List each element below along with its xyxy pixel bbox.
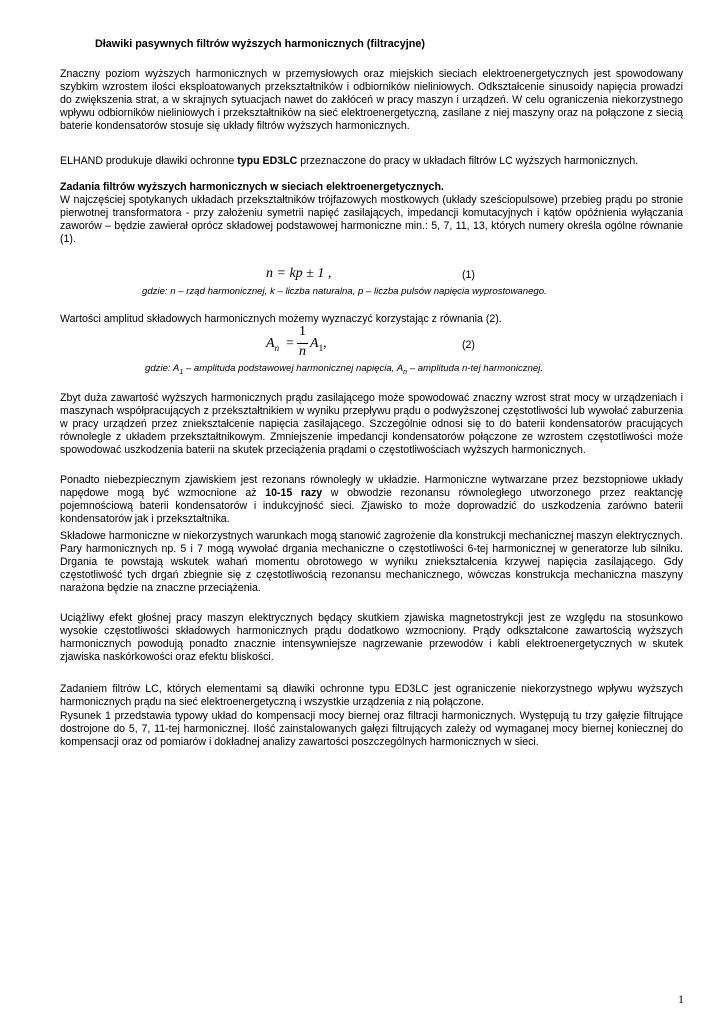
equation-1-caption: gdzie: n – rząd harmonicznej, k – liczba naturalna, p – liczba pulsów napięcia wyprostowanego. xyxy=(142,286,547,297)
paragraph-figure: Rysunek 1 przedstawia typowy układ do kompensacji mocy biernej oraz filtracji harmonicznych. Występują tu trzy gałęzie filtrujące dostrojone do 5, 7, 11-tej harmonicznej. Ilość zainstalowanych gałęzi filtrujących zależy od wymaganej mocy biernej koniecznej do kompensacji oraz od pomiarów i dokładnej analizy zawartości poszczególnych harmonicznych w sieci. xyxy=(60,710,683,748)
eq2-lhs xyxy=(266,336,279,353)
p2-text: ELHAND produkuje dławiki ochronne xyxy=(60,155,238,167)
equation-2-caption xyxy=(145,363,543,376)
eq2-rhs xyxy=(310,336,327,353)
equation-1-number: (1) xyxy=(462,269,475,281)
p6-emphasis: 10-15 razy xyxy=(265,487,323,499)
paragraph-elhand xyxy=(60,155,683,168)
paragraph-intro: Znaczny poziom wyższych harmonicznych w przemysłowych oraz miejskich sieciach elektroenergetycznych jest spowodowany szybkim wzrostem ilości eksploatowanych przekształtników i odbiorników nieliniowych. Odkształcenie sinusoidy napięcia prowadzi do zwiększenia strat, a w skrajnych sytuacjach nawet do zakłóceń w pracy maszyn i urządzeń. W celu ograniczenia niekorzystnego wpływu odbiorników nieliniowych i przekształtników na sieć elektroenergetyczną, zasilane z niej maszyny oraz na połączone z siecią baterie kondensatorów stosuje się układy filtrów wyższych harmonicznych. xyxy=(60,68,683,132)
cap2-part-b: – amplituda podstawowej harmonicznej napięcia, A xyxy=(183,363,404,374)
page-number: 1 xyxy=(678,992,684,1006)
eq2-equals: = xyxy=(286,336,294,351)
eq2-rhs-sub: 1 xyxy=(318,342,324,353)
paragraph-effects: Zbyt duża zawartość wyższych harmonicznych prądu zasilającego może spowodować znaczny wzrost strat mocy w urządzeniach i maszynach współpracujących z przekształtnikiem w wyniku przepływu prądu o podwyższonej częstotliwości lub wywołać zaburzenia w pracy urządzeń przez zniekształcenie napięcia zasilającego. Szczególnie odnosi się to do baterii kondensatorów pracujących równolegle z układem przekształtnikowym. Zmniejszenie impedancji kondensatorów połączone ze wzrostem częstotliwości może spowodować uszkodzenia baterii na skutek przeciążenia prądami o częstotliwościach wyższych harmonicznych. xyxy=(60,392,683,456)
p2-product: typu ED3LC xyxy=(237,155,298,167)
eq2-rhs-symbol: A xyxy=(310,336,319,351)
eq2-lhs-sub: n xyxy=(274,342,280,353)
cap2-sub-a: 1 xyxy=(179,368,184,376)
page-title: Dławiki pasywnych filtrów wyższych harmonicznych (filtracyjne) xyxy=(95,38,425,50)
eq2-numerator: 1 xyxy=(299,324,306,339)
equation-1: n = kp ± 1 , xyxy=(266,266,332,281)
cap2-sub-b: n xyxy=(403,368,408,376)
equation-2 xyxy=(266,326,336,362)
p6-text-end: w obwodzie rezonansu równoległego utworzonego przez reaktancję pojemnościową baterii kondensatorów i indukcyjność sieci. Zjawisko to może doprowadzić do uszkodzenia zarówno baterii kondensatorów jak i przekształtnika. xyxy=(60,487,684,525)
paragraph-resonance xyxy=(60,474,683,526)
paragraph-bridge: W najczęściej spotykanych układach przekształtników trójfazowych mostkowych (układy sześciopulsowe) przebieg prądu po stronie pierwotnej transformatora - przy założeniu symetrii napięć zasilających, impedancji komutacyjnych i kątów opóźnienia wyłączania zaworów – będzie zawierał oprócz składowej podstawowej harmoniczne min.: 5, 7, 11, 13, których numery określa ogólne równanie (1). xyxy=(60,194,683,245)
cap2-part-c: – amplituda n-tej harmonicznej. xyxy=(407,363,544,374)
paragraph-purpose: Zadaniem filtrów LC, których elementami są dławiki ochronne typu ED3LC jest ograniczenie niekorzystnego wpływu wyższych harmonicznych prądu na sieć elektroenergetyczną i wszystkie urządzenia z nią połączone. xyxy=(60,683,683,708)
p6-text: Ponadto niebezpiecznym zjawiskiem jest rezonans równoległy w układzie. Harmoniczne wytwarzane przez bezstopniowe układy napędowe mogą być wzmocnione aż xyxy=(60,474,683,499)
eq2-denominator: n xyxy=(299,344,306,359)
paragraph-noise: Uciążliwy efekt głośnej pracy maszyn elektrycznych będący skutkiem zjawiska magnetostrykcji jest ze względu na stosunkowo wysokie częstotliwości składowych harmonicznych prądu dodatkowo wzmocniony. Prądy odkształcone zawartością wyższych harmonicznych powodują ponadto znacznie intensywniejsze nagrzewanie przewodów i kabli elektroenergetycznych w skutek zjawiska naskórkowości oraz efektu bliskości. xyxy=(60,612,683,663)
section-heading: Zadania filtrów wyższych harmonicznych w sieciach elektroenergetycznych. xyxy=(60,181,444,193)
paragraph-amplitudes: Wartości amplitud składowych harmonicznych możemy wyznaczyć korzystając z równania (2). xyxy=(60,313,502,325)
paragraph-mechanical: Składowe harmoniczne w niekorzystnych warunkach mogą stanowić zagrożenie dla konstrukcji mechanicznej maszyn elektrycznych. Pary harmonicznych np. 5 i 7 mogą wywołać drgania mechaniczne o częstotliwości 6-tej harmonicznej w generatorze lub silniku. Drgania te powstają wskutek wahań momentu obrotowego w wyniku zniekształcenia krzywej napięcia zasilającego. Gdy częstotliwość tych drgań zbiegnie się z częstotliwością rezonansu mechanicznego, wówczas konstrukcja mechaniczna maszyny narażona będzie na znaczne przeciążenia. xyxy=(60,530,683,594)
eq2-lhs-symbol: A xyxy=(266,336,275,351)
cap2-part-a: gdzie: A xyxy=(145,363,180,374)
p2-text-end: przeznaczone do pracy w układach filtrów LC wyższych harmonicznych. xyxy=(297,155,639,167)
eq2-tail: , xyxy=(323,336,327,351)
equation-2-number: (2) xyxy=(462,339,475,351)
